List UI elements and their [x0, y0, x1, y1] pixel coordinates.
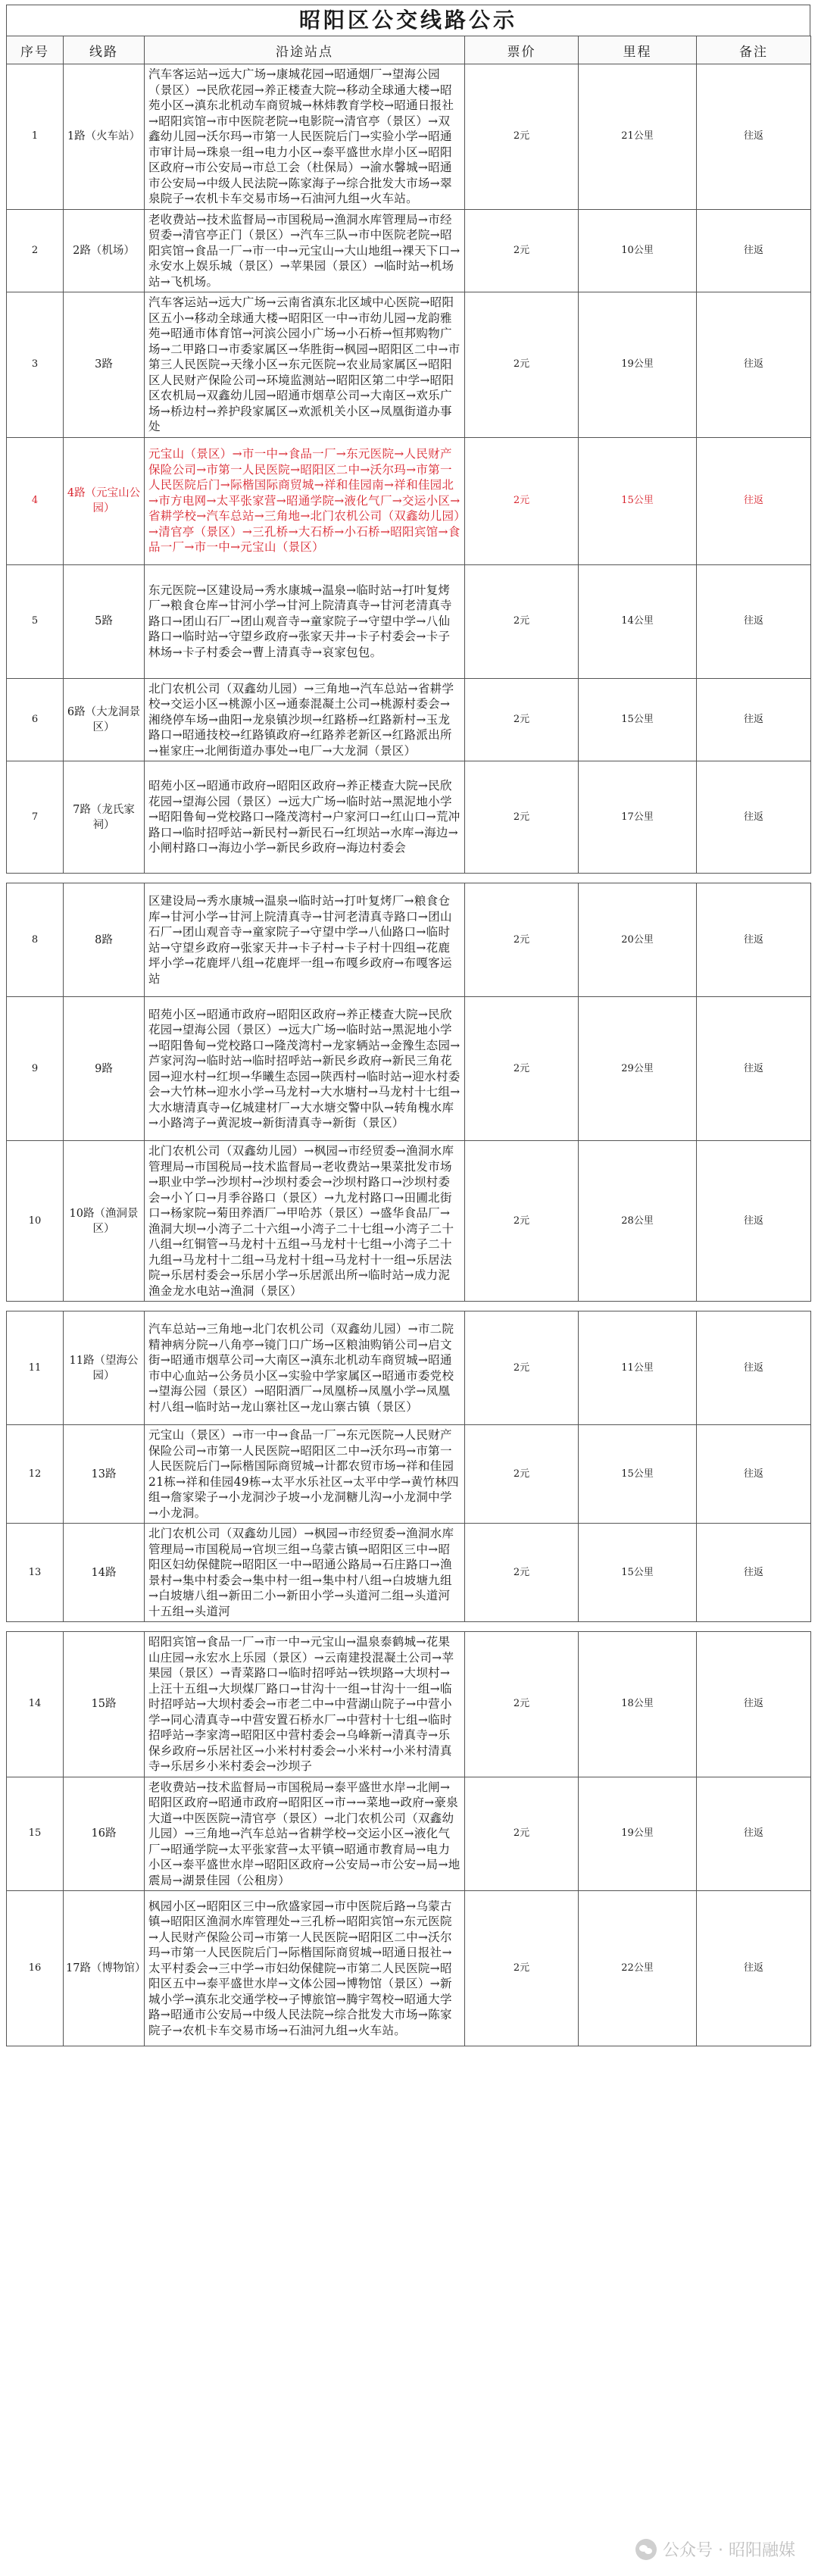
header-distance: 里程 [579, 36, 697, 64]
route-stops: 汽车客运站→远大广场→云南省滇东北区域中心医院→昭阳区五小→移动全球通大楼→昭阳区一中→市幼儿园→龙韵雅苑→昭通市体育馆→河滨公园小广场→小石桥→恒邦购物广场→二甲路口→市委家属区→华胜街→枫园→昭阳区二中→市第三人民医院→天缘小区→东元医院→农业局家属区→昭阳区人民财产保险公司→环境监测站→昭阳区第二中学→昭阳区农机局→双鑫幼儿园→昭通市烟草公司→大南区→欢乐广场→桥边村→养护段家属区→欢派机关小区→凤凰街道办事处 [145, 292, 465, 438]
bus-route-table [6, 36, 811, 2046]
table-row [7, 64, 811, 210]
route-stops: 东元医院→区建设局→秀水康城→温泉→临时站→打叶复烤厂→粮食仓库→甘河小学→甘河上院清真寺→甘河老清真寺路口→团山石厂→团山观音寺→童家院子→守望中学→八仙路口→临时站→守望乡政府→张家天井→卡子村委会→卡子林场→卡子村委会→曹上清真寺→哀家包包。 [145, 564, 465, 678]
watermark-text: 公众号 · 昭阳融媒 [663, 2541, 795, 2560]
route-note: 往返 [697, 1425, 811, 1524]
route-distance: 18公里 [579, 1632, 697, 1777]
row-number: 1 [7, 64, 64, 210]
route-distance: 15公里 [579, 1524, 697, 1622]
route-stops: 元宝山（景区）→市一中→食品一厂→东元医院→人民财产保险公司→市第一人民医院→昭阳区二中→沃尔玛→市第一人民医院后门→际楷国际商贸城→计都农贸市场→祥和佳园21栋→祥和佳园49栋→太平水乐社区→太平中学→黄竹林四组→詹家梁子→小龙洞沙子坡→小龙洞糖儿沟→小龙洞中学→小龙洞。 [145, 1425, 465, 1524]
route-stops: 昭苑小区→昭通市政府→昭阳区政府→养正楼查大院→民欣花园→望海公园（景区）→远大广场→临时站→黑泥地小学→昭阳鲁甸→党校路口→隆茂湾村→户家河口→红山口→荒冲路口→临时招呼站→新民村→新民石→红坝站→水库→海边→小闸村路口→海边小学→新民乡政府→海边村委会 [145, 761, 465, 874]
table-row [7, 1777, 811, 1891]
ticket-price: 2元 [465, 437, 579, 564]
row-number: 10 [7, 1141, 64, 1302]
row-number: 8 [7, 883, 64, 997]
route-note: 往返 [697, 1141, 811, 1302]
route-distance: 15公里 [579, 437, 697, 564]
table-row [7, 997, 811, 1141]
route-name: 7路（龙氏家祠） [64, 761, 145, 874]
route-distance: 22公里 [579, 1891, 697, 2046]
row-number: 3 [7, 292, 64, 438]
ticket-price: 2元 [465, 678, 579, 761]
table-row [7, 1311, 811, 1425]
table-row [7, 1141, 811, 1302]
table-row [7, 1425, 811, 1524]
table-row [7, 1524, 811, 1622]
route-name: 6路（大龙洞景区） [64, 678, 145, 761]
ticket-price: 2元 [465, 1141, 579, 1302]
route-distance: 10公里 [579, 209, 697, 292]
route-note: 往返 [697, 1891, 811, 2046]
route-distance: 19公里 [579, 292, 697, 438]
ticket-price: 2元 [465, 64, 579, 210]
route-note: 往返 [697, 761, 811, 874]
route-stops: 老收费站→技术监督局→市国税局→渔洞水库管理局→市经贸委→清官亭正门（景区）→汽车三队→市中医院老院→昭阳宾馆→食品一厂→市一中→元宝山→大山地组→裸天下口→永安水上娱乐城（景区）→苹果园（景区）→临时站→机场站→飞机场。 [145, 209, 465, 292]
route-stops: 昭阳宾馆→食品一厂→市一中→元宝山→温泉泰鹤城→花果山庄园→永宏水上乐园（景区）→云南建投混凝土公司→苹果园（景区）→青菜路口→临时招呼站→铁坝路→大坝村→上汪十五组→大坝煤厂路口→甘沟十一组→甘沟十一组→临时招呼站→大坝村委会→市老二中→中营湖山院子→中营小学→同心清真寺→中营安置石桥水厂→中营村十七组→临时招呼站→李家湾→昭阳区中营村委会→乌峰新→清真寺→乐保乡政府→乐居社区→小米村村委会→小米村→小米村清真寺→乐居乡小米村委会→沙坝子 [145, 1632, 465, 1777]
route-name: 8路 [64, 883, 145, 997]
route-distance: 28公里 [579, 1141, 697, 1302]
route-note: 往返 [697, 883, 811, 997]
row-number: 5 [7, 564, 64, 678]
row-number: 13 [7, 1524, 64, 1622]
table-row [7, 1891, 811, 2046]
ticket-price: 2元 [465, 292, 579, 438]
ticket-price: 2元 [465, 1524, 579, 1622]
route-stops: 枫园小区→昭阳区三中→欣盛家园→市中医院后路→乌蒙古镇→昭阳区渔洞水库管理处→三孔桥→昭阳宾馆→东元医院→人民财产保险公司→市第一人民医院→昭阳区二中→沃尔玛→市第一人民医院后门→际楷国际商贸城→昭通日报社→太平村委会→三中学→市妇幼保健院→市第二人民医院→昭阳区五中→泰平盛世水岸→文体公园→博物馆（景区）→新城小学→滇东北交通学校→子博旅馆→腾宇驾校→昭通大学路→昭通市公安局→中级人民法院→综合批发大市场→陈家院子→农机卡车交易市场→石油河九组→火车站。 [145, 1891, 465, 2046]
route-name: 3路 [64, 292, 145, 438]
gap-cell [7, 874, 811, 883]
route-note: 往返 [697, 997, 811, 1141]
route-stops: 北门农机公司（双鑫幼儿园）→枫园→市经贸委→渔洞水库管理局→市国税局→官坝三组→乌蒙古镇→昭阳区三中→昭阳区妇幼保健院→昭阳区一中→昭通公路局→石庄路口→渔景村→集中村委会→集中村一组→集中村八组→白坡塘九组→白坡塘八组→新田二小→新田小学→头道河二组→头道河十五组→头道河 [145, 1524, 465, 1622]
table-row [7, 1632, 811, 1777]
route-note: 往返 [697, 1524, 811, 1622]
row-number: 7 [7, 761, 64, 874]
gap-cell [7, 1302, 811, 1311]
row-number: 2 [7, 209, 64, 292]
table-row [7, 678, 811, 761]
row-number: 15 [7, 1777, 64, 1891]
row-number: 4 [7, 437, 64, 564]
route-distance: 15公里 [579, 1425, 697, 1524]
route-note: 往返 [697, 292, 811, 438]
route-stops: 汽车客运站→远大广场→康城花园→昭通烟厂→望海公园（景区）→民欣花园→养正楼查大院→移动全球通大楼→昭苑小区→滇东北机动车商贸城→林炜教育学校→昭通日报社→昭阳宾馆→市中医院老院→电影院→清官亭（景区）→双鑫幼儿园→沃尔玛→市第一人民医院后门→实验小学→昭通市审计局→珠泉一组→电力小区→泰平盛世水岸小区→昭阳区政府→市公安局→市总工会（杜保局）→渝水馨城→昭通市公安局→中级人民法院→陈家海子→综合批发大市场→翠泉院子→农机卡车交易市场→石油河九组→火车站。 [145, 64, 465, 210]
route-stops: 元宝山（景区）→市一中→食品一厂→东元医院→人民财产保险公司→市第一人民医院→昭阳区二中→沃尔玛→市第一人民医院后门→际楷国际商贸城→祥和佳园南→祥和佳园北→市方电网→太平张家营→昭通学院→液化气厂→交运小区→省耕学校→汽车总站→三角地→北门农机公司（双鑫幼儿园）→清官亭（景区）→三孔桥→大石桥→小石桥→昭阳宾馆→食品一厂→市一中→元宝山（景区） [145, 437, 465, 564]
route-name: 4路（元宝山公园） [64, 437, 145, 564]
table-row [7, 883, 811, 997]
section-gap [7, 874, 811, 883]
ticket-price: 2元 [465, 564, 579, 678]
route-distance: 14公里 [579, 564, 697, 678]
route-note: 往返 [697, 1311, 811, 1425]
section-gap [7, 1622, 811, 1632]
route-distance: 20公里 [579, 883, 697, 997]
header-no: 序号 [7, 36, 64, 64]
ticket-price: 2元 [465, 1777, 579, 1891]
route-stops: 区建设局→秀水康城→温泉→临时站→打叶复烤厂→粮食仓库→甘河小学→甘河上院清真寺→甘河老清真寺路口→团山石厂→团山观音寺→童家院子→守望中学→八仙路口→临时站→守望乡政府→张家天井→卡子村→卡子村十四组→花鹿坪小学→花鹿坪八组→花鹿坪一组→布嘎乡政府→布嘎客运站 [145, 883, 465, 997]
route-note: 往返 [697, 64, 811, 210]
route-name: 11路（望海公园） [64, 1311, 145, 1425]
route-name: 15路 [64, 1632, 145, 1777]
header-price: 票价 [465, 36, 579, 64]
route-distance: 29公里 [579, 997, 697, 1141]
section-gap [7, 1302, 811, 1311]
route-stops: 北门农机公司（双鑫幼儿园）→三角地→汽车总站→省耕学校→交运小区→桃源小区→通泰混凝土公司→桃源村委会→湘绕停车场→曲阳→龙泉镇沙坝→红路桥→红路新村→玉龙路口→昭通技校→红路镇政府→红路养老新区→红路派出所→崔家庄→北闸街道办事处→电厂→大龙洞（景区） [145, 678, 465, 761]
route-note: 往返 [697, 678, 811, 761]
ticket-price: 2元 [465, 1632, 579, 1777]
table-body [7, 64, 811, 2046]
ticket-price: 2元 [465, 997, 579, 1141]
route-distance: 17公里 [579, 761, 697, 874]
route-name: 17路（博物馆） [64, 1891, 145, 2046]
row-number: 11 [7, 1311, 64, 1425]
page-title: 昭阳区公交线路公示 [6, 5, 810, 36]
row-number: 12 [7, 1425, 64, 1524]
route-name: 2路（机场） [64, 209, 145, 292]
route-distance: 11公里 [579, 1311, 697, 1425]
table-row [7, 437, 811, 564]
route-note: 往返 [697, 209, 811, 292]
ticket-price: 2元 [465, 883, 579, 997]
route-note: 往返 [697, 1777, 811, 1891]
route-name: 10路（渔洞景区） [64, 1141, 145, 1302]
route-distance: 21公里 [579, 64, 697, 210]
row-number: 14 [7, 1632, 64, 1777]
gap-cell [7, 1622, 811, 1632]
route-name: 1路（火车站） [64, 64, 145, 210]
route-distance: 15公里 [579, 678, 697, 761]
route-distance: 19公里 [579, 1777, 697, 1891]
ticket-price: 2元 [465, 1891, 579, 2046]
wechat-icon [635, 2539, 657, 2560]
route-name: 5路 [64, 564, 145, 678]
notice-page [6, 5, 810, 2046]
route-stops: 老收费站→技术监督局→市国税局→泰平盛世水岸→北闸→昭阳区政府→昭通市政府→昭阳区→市→→菜地→政府→豪泉大道→中医医院→清官亭（景区）→北门农机公司（双鑫幼儿园）→三角地→汽车总站→省耕学校→交运小区→液化气厂→昭通学院→太平张家营→太平镇→昭通市教育局→电力小区→泰平盛世水岸→昭阳区政府→公安局→市公安→局→地震局→湖景佳园（公租房） [145, 1777, 465, 1891]
table-row [7, 209, 811, 292]
watermark [635, 2537, 795, 2561]
header-route: 线路 [64, 36, 145, 64]
route-note: 往返 [697, 1632, 811, 1777]
table-row [7, 564, 811, 678]
header-note: 备注 [697, 36, 811, 64]
route-name: 9路 [64, 997, 145, 1141]
route-stops: 汽车总站→三角地→北门农机公司（双鑫幼儿园）→市二院精神病分院→八角亭→镜门口广场→区粮油购销公司→启文街→昭通市烟草公司→大南区→滇东北机动车商贸城→昭通市中心血站→公务员小区→实验中学家属区→昭通市委党校→望海公园（景区）→昭阳酒厂→凤凰桥→凤凰小学→凤凰村八组→临时站→龙山寨社区→龙山寨古镇（景区） [145, 1311, 465, 1425]
route-name: 13路 [64, 1425, 145, 1524]
table-header-row [7, 36, 811, 64]
table-row [7, 761, 811, 874]
row-number: 16 [7, 1891, 64, 2046]
route-stops: 昭苑小区→昭通市政府→昭阳区政府→养正楼查大院→民欣花园→望海公园（景区）→远大广场→临时站→黑泥地小学→昭阳鲁甸→党校路口→隆茂湾村→龙家辆站→金豫生态园→芦家河沟→临时站→临时招呼站→新民乡政府→新民三角花园→迎水村→红坝→华曦生态园→陕西村→临时站→迎水村委会→大竹林→迎水小学→马龙村→大水塘村→马龙村十七组→大水塘清真寺→亿城建材厂→大水塘交警中队→转角槐水库→小路湾子→黄泥坡→新街清真寺→新街（景区） [145, 997, 465, 1141]
route-name: 16路 [64, 1777, 145, 1891]
table-row [7, 292, 811, 438]
row-number: 9 [7, 997, 64, 1141]
route-stops: 北门农机公司（双鑫幼儿园）→枫园→市经贸委→渔洞水库管理局→市国税局→技术监督局→老收费站→果菜批发市场→职业中学→沙坝村→沙坝村委会→沙坝村路口→沙坝村委会→小丫口→月季谷路口（景区）→九龙村路口→田圃北街口→杨家院→菊田养酒厂→甲哈苏（景区）→盛华食品厂→渔洞大坝→小湾子二十六组→小湾子二十七组→小湾子二十八组→红铜管→马龙村十五组→马龙村十七组→小湾子二十九组→马龙村十二组→马龙村十组→马龙村十一组→乐居法院→乐居村委会→乐居小学→乐居派出所→临时站→成力泥渔金龙水电站→渔洞（景区） [145, 1141, 465, 1302]
route-note: 往返 [697, 564, 811, 678]
ticket-price: 2元 [465, 209, 579, 292]
route-note: 往返 [697, 437, 811, 564]
route-name: 14路 [64, 1524, 145, 1622]
ticket-price: 2元 [465, 761, 579, 874]
row-number: 6 [7, 678, 64, 761]
ticket-price: 2元 [465, 1311, 579, 1425]
header-stops: 沿途站点 [145, 36, 465, 64]
ticket-price: 2元 [465, 1425, 579, 1524]
